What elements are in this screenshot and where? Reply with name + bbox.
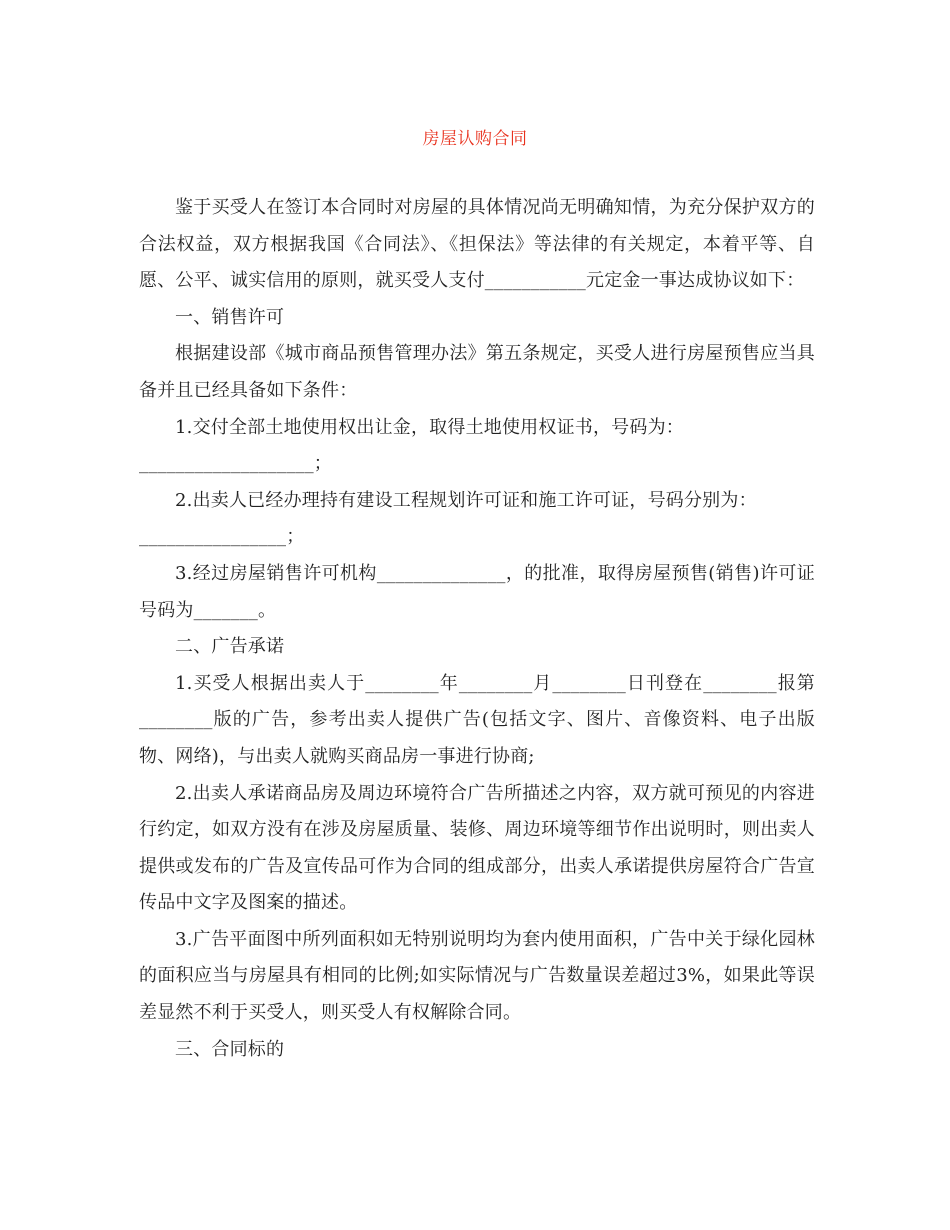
document-title: 房屋认购合同: [422, 129, 528, 149]
document-body: [139, 190, 815, 1068]
clause-item: 2.出卖人承诺商品房及周边环境符合广告所描述之内容，双方就可预见的内容进行约定，如双方没有在涉及房屋质量、装修、周边环境等细节作出说明时，则出卖人提供或发布的广告及宣传品可作为合同的组成部分，出卖人承诺提供房屋符合广告宣传品中文字及图案的描述。: [139, 782, 815, 914]
body-paragraph: 根据建设部《城市商品预售管理办法》第五条规定，买受人进行房屋预售应当具备并且已经具备如下条件：: [139, 343, 815, 401]
section-heading: 三、合同标的: [175, 1038, 285, 1060]
section-heading: 一、销售许可: [175, 306, 285, 328]
blank-line: ________________；: [139, 526, 305, 548]
preamble-paragraph: 鉴于买受人在签订本合同时对房屋的具体情况尚无明确知情，为充分保护双方的合法权益，双方根据我国《合同法》、《担保法》等法律的有关规定，本着平等、自愿、公平、诚实信用的原则，就买受人支付___________元定金一事达成协议如下：: [139, 197, 815, 292]
clause-item: 2.出卖人已经办理持有建设工程规划许可证和施工许可证，号码分别为：: [175, 489, 757, 511]
clause-item: 3.广告平面图中所列面积如无特别说明均为套内使用面积，广告中关于绿化园林的面积应当与房屋具有相同的比例;如实际情况与广告数量误差超过3%，如果此等误差显然不利于买受人，则买受人有权解除合同。: [139, 928, 815, 1024]
clause-item: 1.交付全部土地使用权出让金，取得土地使用权证书，号码为：: [175, 416, 684, 438]
section-heading: 二、广告承诺: [175, 636, 285, 658]
blank-line: ___________________；: [139, 453, 332, 475]
clause-item: 3.经过房屋销售许可机构______________，的批准，取得房屋预售(销售)许可证号码为_______。: [139, 562, 815, 621]
clause-item: 1.买受人根据出卖人于________年________月________日刊登在________报第________版的广告，参考出卖人提供广告(包括文字、图片、音像资料、电子出版物、网络)，与出卖人就购买商品房一事进行协商;: [139, 672, 815, 767]
